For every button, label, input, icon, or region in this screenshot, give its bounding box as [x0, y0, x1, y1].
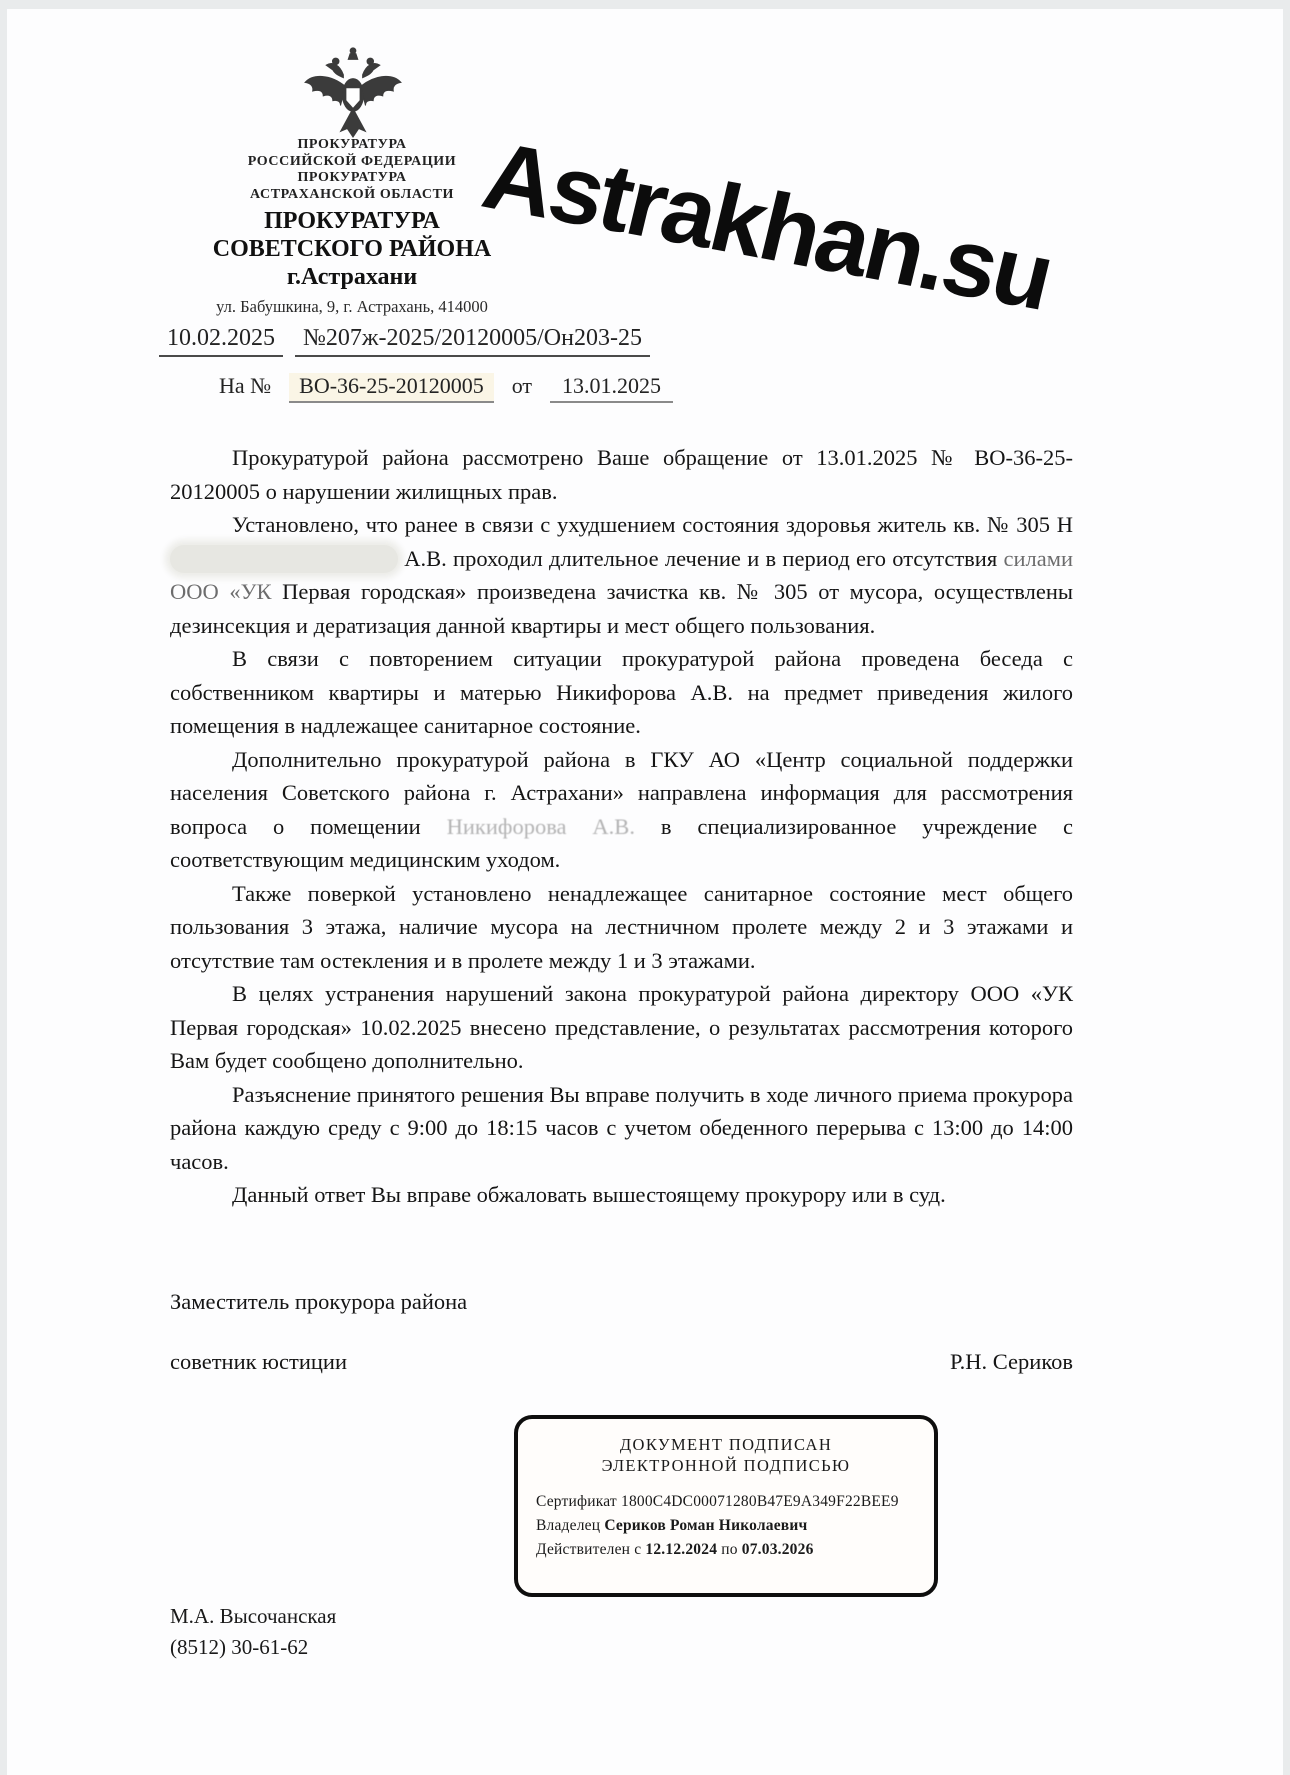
- paragraph-7: Разъяснение принятого решения Вы вправе получить в ходе личного приема прокурора района каждую среду с 9:00 до 18:15 часов с учетом обеденного перерыва с 13:00 до 14:00 часов.: [170, 1081, 1073, 1174]
- paragraph-6: В целях устранения нарушений закона прокуратурой района директору ООО «УК Первая городская» 10.02.2025 внесено представление, о результатах рассмотрения которого Вам будет сообщено дополнительно.: [170, 981, 1073, 1073]
- letterhead-line: ПРОКУРАТУРА: [297, 137, 407, 152]
- signer-rank: советник юстиции: [170, 1349, 347, 1374]
- validity-prefix: Действителен с: [536, 1541, 642, 1558]
- letterhead-address: ул. Бабушкина, 9, г. Астрахань, 414000: [216, 297, 488, 316]
- stamp-owner-row: [536, 1514, 916, 1538]
- redaction-blob: [170, 545, 398, 573]
- ref-number: ВО-36-25-20120005: [289, 373, 494, 403]
- watermark-text: Astrakhan.su: [473, 121, 1062, 331]
- paragraph-2: [170, 508, 1073, 642]
- org-name-line: СОВЕТСКОГО РАЙОНА: [212, 236, 492, 262]
- paragraph-5: Также поверкой установлено ненадлежащее санитарное состояние мест общего пользования 3 этажа, наличие мусора на лестничном пролете между 2 и 3 этажами и отсутствие там остекления и в пролете между 1 и 3 этажами.: [170, 880, 1073, 973]
- document-page: [7, 9, 1283, 1775]
- ref-date: 13.01.2025: [550, 373, 673, 403]
- certificate-label: Сертификат: [536, 1493, 617, 1510]
- letterhead-parent-org: [175, 137, 529, 203]
- paragraph-2-faded-text: силами ООО «УК: [170, 545, 1073, 604]
- stamp-certificate-row: [536, 1490, 916, 1514]
- letterhead-line: ПРОКУРАТУРА: [297, 170, 407, 185]
- paragraph-3: В связи с повторением ситуации прокуратурой района проведена беседа с собственником квартиры и матерью Никифорова А.В. на предмет приведения жилого помещения в надлежащее санитарное состояние.: [170, 646, 1073, 738]
- stamp-validity-row: [536, 1538, 916, 1562]
- coat-of-arms-icon: [295, 45, 411, 141]
- incoming-reference-line: [219, 373, 673, 403]
- paragraph-1: Прокуратурой района рассмотрено Ваше обращение от 13.01.2025 № ВО-36-25-20120005 о нарушении жилищных прав.: [170, 445, 1073, 504]
- signer-name: Р.Н. Сериков: [949, 1349, 1073, 1374]
- paragraph-2-mid: А.В. проходил длительное лечение и в период его отсутствия: [398, 545, 1004, 571]
- paragraph-4-post: в специализированное учреждение с соответствующим медицинским уходом.: [170, 813, 1073, 872]
- executor-block: [170, 1601, 336, 1663]
- stamp-title-line2: ЭЛЕКТРОННОЙ ПОДПИСЬЮ: [601, 1456, 851, 1475]
- validity-mid: по: [721, 1541, 738, 1558]
- outgoing-number: №207ж-2025/20120005/Он203-25: [295, 325, 650, 357]
- executor-name: М.А. Высочанская: [170, 1604, 337, 1628]
- validity-from-date: 12.12.2024: [645, 1541, 718, 1558]
- outgoing-number-line: [159, 325, 650, 357]
- outgoing-date: 10.02.2025: [159, 325, 283, 357]
- signature-row: [170, 1349, 1073, 1375]
- paragraph-4-faded-name: Никифорова А.В.: [446, 813, 635, 839]
- owner-label: Владелец: [536, 1517, 601, 1534]
- paragraph-8: Данный ответ Вы вправе обжаловать вышестоящему прокурору или в суд.: [232, 1182, 946, 1207]
- letter-body: [170, 441, 1073, 1212]
- e-signature-stamp: [514, 1415, 938, 1597]
- letterhead-line: РОССИЙСКОЙ ФЕДЕРАЦИИ: [247, 153, 457, 169]
- certificate-value: 1800C4DC00071280B47E9A349F22BEE9: [621, 1493, 899, 1510]
- paragraph-4-pre: Дополнительно прокуратурой района в ГКУ АО «Центр социальной поддержки населения Советского района г. Астрахани» направлена информация для рассмотрения вопроса о помещении: [170, 746, 1073, 839]
- org-name-line: г.Астрахани: [286, 264, 418, 290]
- executor-phone: (8512) 30-61-62: [170, 1635, 309, 1659]
- paragraph-2-pre: Установлено, что ранее в связи с ухудшением состояния здоровья житель кв. № 305 Н: [232, 512, 1073, 537]
- paragraph-4: [170, 743, 1073, 877]
- letterhead-line: АСТРАХАНСКОЙ ОБЛАСТИ: [249, 186, 454, 202]
- org-name-line: ПРОКУРАТУРА: [264, 208, 440, 234]
- stamp-title-line1: ДОКУМЕНТ ПОДПИСАН: [619, 1435, 833, 1454]
- ref-from-label: от: [511, 373, 533, 398]
- stamp-title: [536, 1434, 916, 1476]
- validity-to-date: 07.03.2026: [741, 1541, 814, 1558]
- signer-position: Заместитель прокурора района: [170, 1289, 468, 1314]
- ref-label: На №: [219, 373, 272, 398]
- paragraph-2-post: Первая городская» произведена зачистка кв. № 305 от мусора, осуществлены дезинсекция и дератизация данной квартиры и мест общего пользования.: [170, 579, 1073, 638]
- owner-name: Сериков Роман Николаевич: [604, 1517, 808, 1534]
